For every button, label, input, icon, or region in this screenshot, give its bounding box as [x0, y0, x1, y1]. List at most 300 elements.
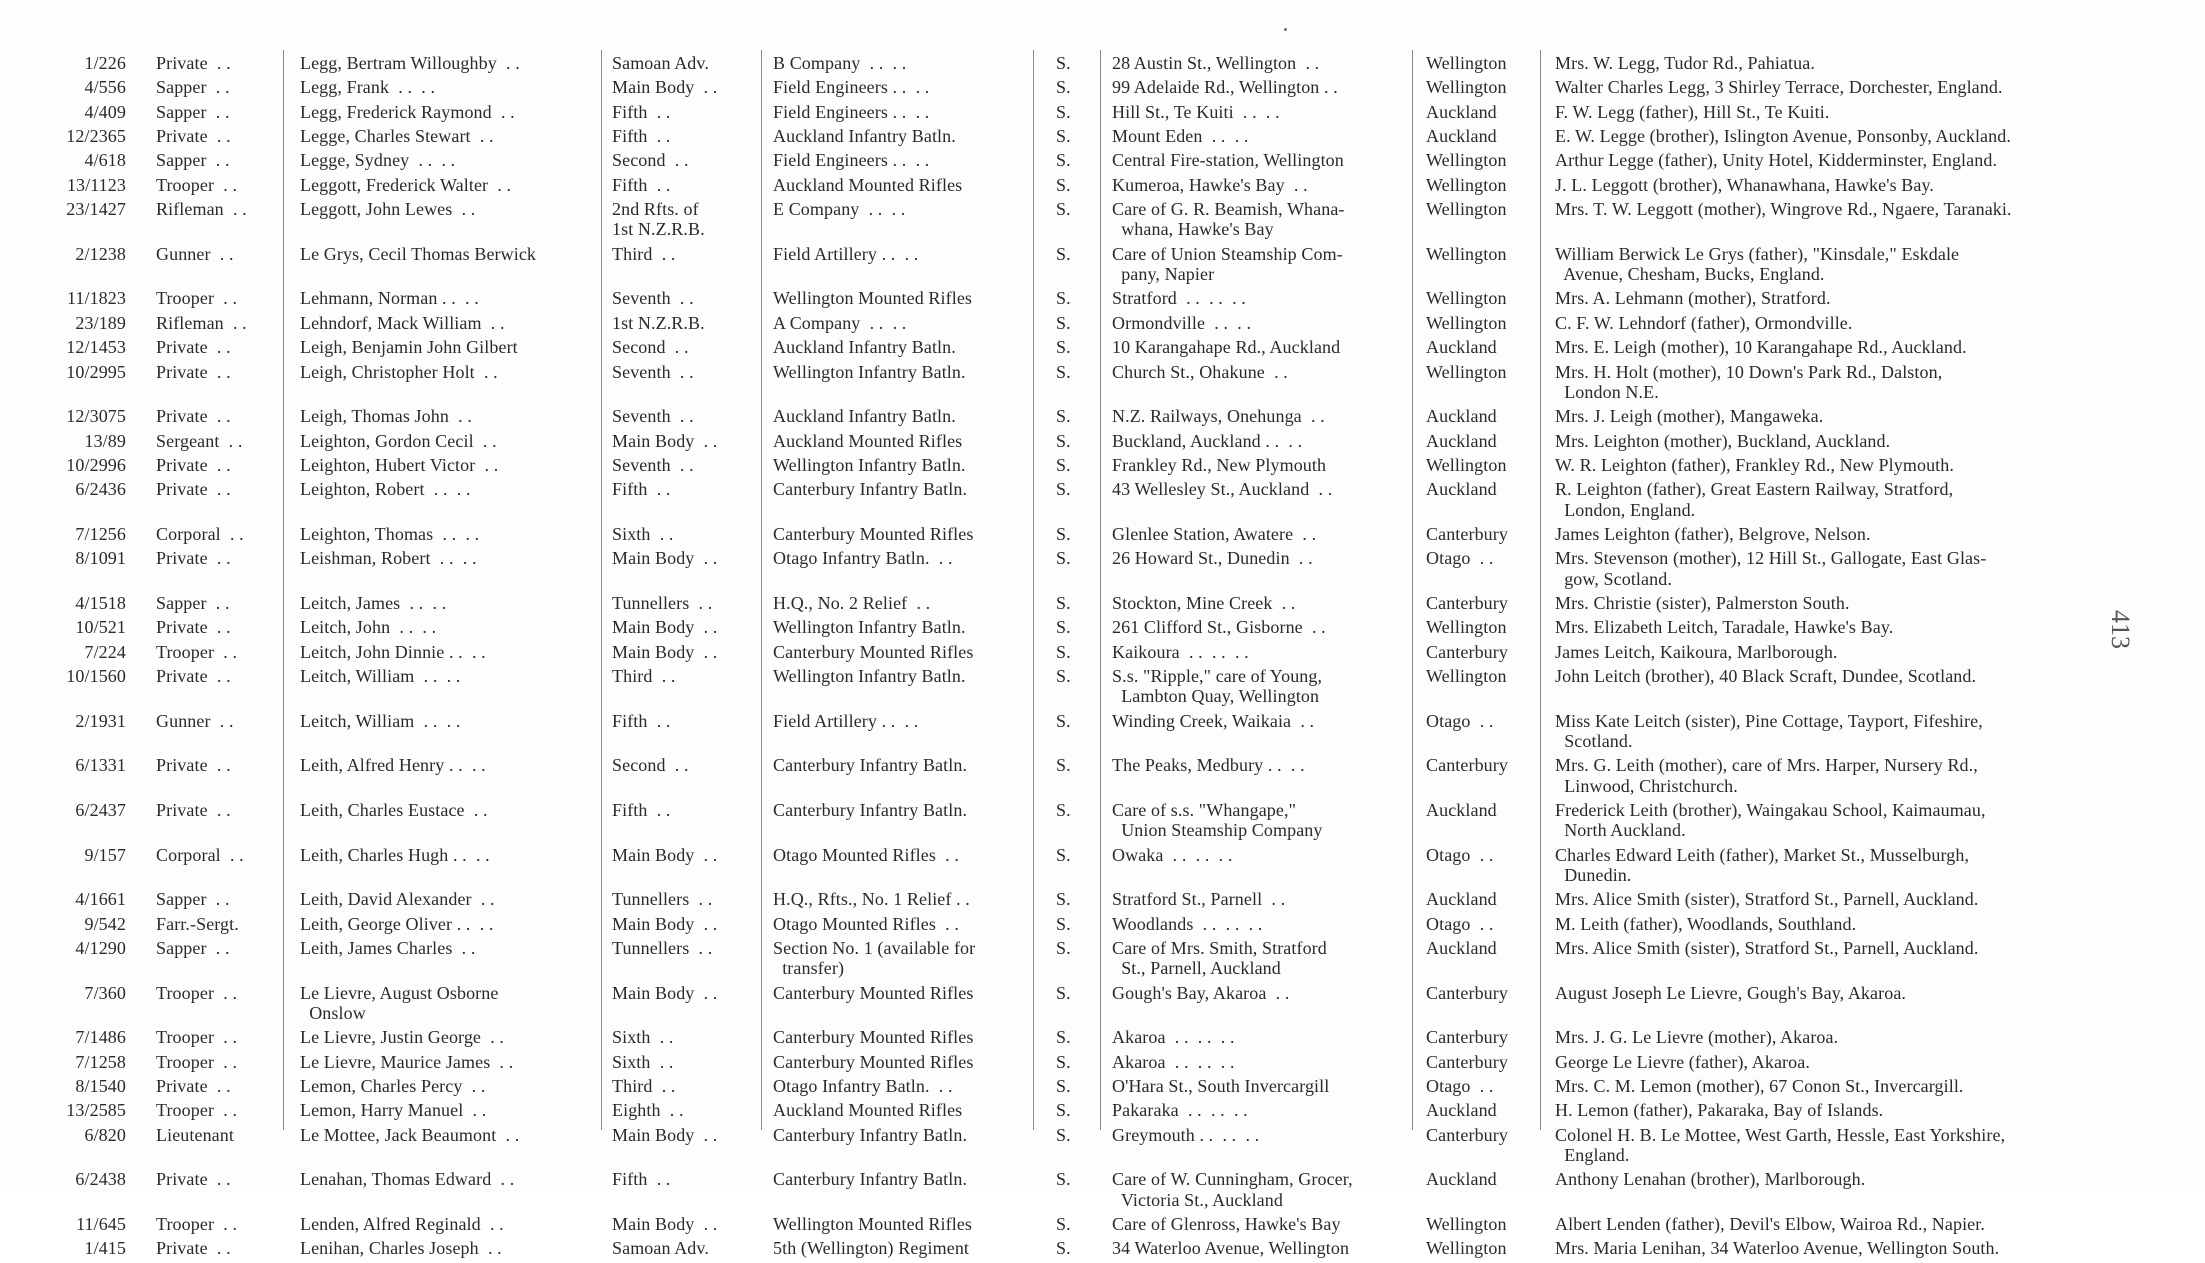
last-address: Care of W. Cunningham, Grocer, Victoria St., Auckland [1112, 1169, 1353, 1210]
next-of-kin: Arthur Legge (father), Unity Hotel, Kidderminster, England. [1555, 150, 1998, 171]
marital-status: S. [1056, 755, 1071, 776]
service-number: 6/820 [84, 1124, 126, 1145]
soldier-name: Leith, George Oliver . . . . [300, 913, 494, 934]
service-number: 6/1331 [75, 755, 126, 776]
roll-entry [60, 711, 2120, 756]
rank: Corporal . . [156, 844, 244, 865]
last-address: 261 Clifford St., Gisborne . . [1112, 617, 1326, 638]
marital-status: S. [1056, 174, 1071, 195]
last-address: Pakaraka . . . . . . [1112, 1100, 1248, 1121]
last-address: The Peaks, Medbury . . . . [1112, 755, 1305, 776]
next-of-kin: Mrs. C. M. Lemon (mother), 67 Conon St., Invercargill. [1555, 1076, 1964, 1097]
unit: Auckland Infantry Batln. [773, 126, 956, 147]
unit: E Company . . . . [773, 199, 906, 220]
last-address: O'Hara St., South Invercargill [1112, 1076, 1330, 1097]
roll-entry [60, 666, 2120, 711]
draft: Tunnellers . . [612, 889, 713, 910]
marital-status: S. [1056, 361, 1071, 382]
soldier-name: Leighton, Gordon Cecil . . [300, 430, 497, 451]
last-address: N.Z. Railways, Onehunga . . [1112, 406, 1325, 427]
marital-status: S. [1056, 1027, 1071, 1048]
rank: Private . . [156, 1076, 231, 1097]
last-address: Stratford St., Parnell . . [1112, 889, 1286, 910]
soldier-name: Lemon, Harry Manuel . . [300, 1100, 487, 1121]
district: Auckland [1426, 337, 1497, 358]
district: Auckland [1426, 1100, 1497, 1121]
service-number: 10/2995 [66, 361, 126, 382]
next-of-kin: George Le Lievre (father), Akaroa. [1555, 1051, 1810, 1072]
roll-entry [60, 199, 2120, 244]
district: Otago . . [1426, 548, 1494, 569]
rank: Rifleman . . [156, 312, 247, 333]
next-of-kin: Mrs. Elizabeth Leitch, Taradale, Hawke's Bay. [1555, 617, 1894, 638]
roll-entry [60, 1076, 2120, 1100]
service-number: 6/2437 [75, 800, 126, 820]
last-address: Church St., Ohakune . . [1112, 361, 1288, 382]
rank: Sergeant . . [156, 430, 243, 451]
rank: Private . . [156, 53, 231, 73]
rank: Trooper . . [156, 1027, 238, 1048]
draft: Fifth . . [612, 800, 671, 820]
last-address: Greymouth . . . . . . [1112, 1124, 1260, 1145]
unit: Canterbury Mounted Rifles [773, 1027, 974, 1048]
district: Otago . . [1426, 1076, 1494, 1097]
marital-status: S. [1056, 126, 1071, 147]
roll-entry [60, 313, 2120, 337]
marital-status: S. [1056, 288, 1071, 309]
soldier-name: Leitch, William . . . . [300, 666, 461, 687]
draft: Sixth . . [612, 1051, 674, 1072]
draft: Seventh . . [612, 454, 694, 475]
service-number: 12/2365 [66, 126, 126, 147]
draft: Second . . [612, 150, 689, 171]
last-address: 10 Karangahape Rd., Auckland [1112, 337, 1341, 358]
marital-status: S. [1056, 337, 1071, 358]
unit: 5th (Wellington) Regiment [773, 1238, 970, 1259]
draft: Eighth . . [612, 1100, 684, 1121]
rank: Lieutenant [156, 1124, 234, 1145]
unit: Wellington Mounted Rifles [773, 1214, 973, 1235]
soldier-name: Leighton, Robert . . . . [300, 479, 471, 500]
next-of-kin: James Leighton (father), Belgrove, Nelson. [1555, 523, 1871, 544]
service-number: 9/157 [84, 844, 126, 865]
unit: Canterbury Infantry Batln. [773, 479, 968, 500]
marital-status: S. [1056, 913, 1071, 934]
rank: Trooper . . [156, 1100, 238, 1121]
last-address: Owaka . . . . . . [1112, 844, 1233, 865]
soldier-name: Legg, Frank . . . . [300, 77, 436, 98]
roll-entry [60, 126, 2120, 150]
draft: Seventh . . [612, 288, 694, 309]
draft: Fifth . . [612, 126, 671, 147]
marital-status: S. [1056, 844, 1071, 865]
last-address: Akaroa . . . . . . [1112, 1027, 1235, 1048]
service-number: 1/226 [84, 53, 126, 73]
district: Auckland [1426, 406, 1497, 427]
service-number: 6/2436 [75, 479, 126, 500]
rank: Farr.-Sergt. [156, 913, 239, 934]
district: Auckland [1426, 889, 1497, 910]
district: Wellington [1426, 243, 1507, 264]
next-of-kin: James Leitch, Kaikoura, Marlborough. [1555, 641, 1838, 662]
district: Canterbury [1426, 982, 1508, 1003]
roll-entry [60, 337, 2120, 361]
soldier-name: Leggott, John Lewes . . [300, 199, 476, 220]
soldier-name: Leitch, John Dinnie . . . . [300, 641, 486, 662]
service-number: 12/1453 [66, 337, 126, 358]
draft: Main Body . . [612, 1124, 718, 1145]
roll-entry [60, 755, 2120, 800]
marital-status: S. [1056, 1214, 1071, 1235]
unit: Field Artillery . . . . [773, 710, 919, 731]
rank: Sapper . . [156, 889, 230, 910]
rank: Private . . [156, 548, 231, 569]
draft: Samoan Adv. [612, 1238, 709, 1259]
district: Wellington [1426, 666, 1507, 687]
marital-status: S. [1056, 199, 1071, 220]
soldier-name: Leitch, William . . . . [300, 710, 461, 731]
unit: B Company . . . . [773, 53, 907, 73]
unit: H.Q., Rfts., No. 1 Relief . . [773, 889, 970, 910]
service-number: 23/1427 [66, 199, 126, 220]
next-of-kin: W. R. Leighton (father), Frankley Rd., New Plymouth. [1555, 454, 1954, 475]
last-address: Care of Mrs. Smith, Stratford St., Parnell, Auckland [1112, 938, 1327, 979]
draft: Fifth . . [612, 1169, 671, 1190]
district: Wellington [1426, 174, 1507, 195]
marital-status: S. [1056, 454, 1071, 475]
district: Canterbury [1426, 523, 1508, 544]
district: Wellington [1426, 199, 1507, 220]
rank: Private . . [156, 617, 231, 638]
draft: Fifth . . [612, 174, 671, 195]
draft: Second . . [612, 337, 689, 358]
service-number: 10/2996 [66, 454, 126, 475]
next-of-kin: R. Leighton (father), Great Eastern Railway, Stratford, London, England. [1555, 479, 1954, 520]
unit: Field Artillery . . . . [773, 243, 919, 264]
district: Auckland [1426, 430, 1497, 451]
unit: Canterbury Mounted Rifles [773, 641, 974, 662]
next-of-kin: J. L. Leggott (brother), Whanawhana, Hawke's Bay. [1555, 174, 1935, 195]
soldier-name: Lemon, Charles Percy . . [300, 1076, 486, 1097]
roll-entry [60, 1052, 2120, 1076]
marital-status: S. [1056, 938, 1071, 959]
unit: Otago Infantry Batln. . . [773, 548, 953, 569]
service-number: 4/556 [84, 77, 126, 98]
rank: Private . . [156, 454, 231, 475]
service-number: 10/521 [75, 617, 126, 638]
last-address: S.s. "Ripple," care of Young, Lambton Quay, Wellington [1112, 666, 1323, 707]
next-of-kin: Mrs. Stevenson (mother), 12 Hill St., Gallogate, East Glas- gow, Scotland. [1555, 548, 1987, 589]
last-address: 28 Austin St., Wellington . . [1112, 53, 1320, 73]
next-of-kin: Mrs. J. Leigh (mother), Mangaweka. [1555, 406, 1824, 427]
rank: Sapper . . [156, 150, 230, 171]
roll-entry [60, 406, 2120, 430]
marital-status: S. [1056, 479, 1071, 500]
next-of-kin: Mrs. Christie (sister), Palmerston South. [1555, 592, 1850, 613]
marital-status: S. [1056, 982, 1071, 1003]
draft: Sixth . . [612, 1027, 674, 1048]
roll-entry [60, 524, 2120, 548]
draft: Seventh . . [612, 406, 694, 427]
marital-status: S. [1056, 710, 1071, 731]
next-of-kin: Mrs. Alice Smith (sister), Stratford St., Parnell, Auckland. [1555, 889, 1979, 910]
next-of-kin: Mrs. Leighton (mother), Buckland, Auckland. [1555, 430, 1891, 451]
last-address: Ormondville . . . . [1112, 312, 1252, 333]
marital-status: S. [1056, 1169, 1071, 1190]
next-of-kin: M. Leith (father), Woodlands, Southland. [1555, 913, 1857, 934]
service-number: 7/360 [84, 982, 126, 1003]
district: Canterbury [1426, 641, 1508, 662]
draft: Second . . [612, 755, 689, 776]
roll-entry [60, 288, 2120, 312]
service-number: 8/1540 [75, 1076, 126, 1097]
rank: Sapper . . [156, 592, 230, 613]
next-of-kin: H. Lemon (father), Pakaraka, Bay of Islands. [1555, 1100, 1884, 1121]
last-address: 34 Waterloo Avenue, Wellington [1112, 1238, 1350, 1259]
rank: Sapper . . [156, 938, 230, 959]
district: Auckland [1426, 126, 1497, 147]
unit: Canterbury Infantry Batln. [773, 800, 968, 820]
service-number: 2/1931 [75, 710, 126, 731]
district: Auckland [1426, 800, 1497, 820]
district: Canterbury [1426, 1124, 1508, 1145]
rank: Sapper . . [156, 77, 230, 98]
unit: Auckland Infantry Batln. [773, 337, 956, 358]
district: Canterbury [1426, 592, 1508, 613]
draft: Main Body . . [612, 913, 718, 934]
service-number: 23/189 [75, 312, 126, 333]
roll-entry [60, 77, 2120, 101]
roll-entry [60, 102, 2120, 126]
draft: Main Body . . [612, 548, 718, 569]
soldier-name: Leith, Alfred Henry . . . . [300, 755, 486, 776]
marital-status: S. [1056, 548, 1071, 569]
soldier-name: Legg, Bertram Willoughby . . [300, 53, 520, 73]
marital-status: S. [1056, 406, 1071, 427]
last-address: Care of s.s. "Whangape," Union Steamship Company [1112, 800, 1323, 841]
soldier-name: Le Lievre, Justin George . . [300, 1027, 505, 1048]
marital-status: S. [1056, 1124, 1071, 1145]
service-number: 7/1486 [75, 1027, 126, 1048]
unit: Wellington Infantry Batln. [773, 454, 966, 475]
next-of-kin: Mrs. A. Lehmann (mother), Stratford. [1555, 288, 1831, 309]
last-address: 43 Wellesley St., Auckland . . [1112, 479, 1333, 500]
marital-status: S. [1056, 1076, 1071, 1097]
service-number: 4/618 [84, 150, 126, 171]
soldier-name: Lehndorf, Mack William . . [300, 312, 505, 333]
district: Otago . . [1426, 710, 1494, 731]
soldier-name: Le Grys, Cecil Thomas Berwick [300, 243, 537, 264]
last-address: Hill St., Te Kuiti . . . . [1112, 101, 1280, 122]
next-of-kin: Mrs. J. G. Le Lievre (mother), Akaroa. [1555, 1027, 1839, 1048]
unit: Wellington Infantry Batln. [773, 666, 966, 687]
service-number: 2/1238 [75, 243, 126, 264]
draft: Third . . [612, 1076, 676, 1097]
district: Canterbury [1426, 1051, 1508, 1072]
roll-entry [60, 938, 2120, 983]
marital-status: S. [1056, 243, 1071, 264]
service-number: 11/645 [76, 1214, 126, 1235]
roll-entry [60, 914, 2120, 938]
district: Canterbury [1426, 755, 1508, 776]
draft: Main Body . . [612, 844, 718, 865]
draft: Fifth . . [612, 710, 671, 731]
service-number: 8/1091 [75, 548, 126, 569]
next-of-kin: F. W. Legg (father), Hill St., Te Kuiti. [1555, 101, 1830, 122]
next-of-kin: Frederick Leith (brother), Waingakau School, Kaimaumau, North Auckland. [1555, 800, 1986, 841]
roll-entry [60, 431, 2120, 455]
soldier-name: Leitch, James . . . . [300, 592, 447, 613]
roll-entry [60, 1125, 2120, 1170]
soldier-name: Lenihan, Charles Joseph . . [300, 1238, 502, 1259]
soldier-name: Legg, Frederick Raymond . . [300, 101, 515, 122]
service-number: 13/89 [84, 430, 126, 451]
service-number: 13/2585 [66, 1100, 126, 1121]
marital-status: S. [1056, 150, 1071, 171]
next-of-kin: Albert Lenden (father), Devil's Elbow, Wairoa Rd., Napier. [1555, 1214, 1985, 1235]
roll-entry [60, 479, 2120, 524]
marital-status: S. [1056, 1238, 1071, 1259]
marital-status: S. [1056, 1051, 1071, 1072]
rank: Private . . [156, 800, 231, 820]
next-of-kin: E. W. Legge (brother), Islington Avenue, Ponsonby, Auckland. [1555, 126, 2011, 147]
rank: Private . . [156, 406, 231, 427]
last-address: Care of Glenross, Hawke's Bay [1112, 1214, 1341, 1235]
marital-status: S. [1056, 592, 1071, 613]
rank: Trooper . . [156, 982, 238, 1003]
marital-status: S. [1056, 101, 1071, 122]
next-of-kin: Mrs. Maria Lenihan, 34 Waterloo Avenue, Wellington South. [1555, 1238, 2000, 1259]
draft: Main Body . . [612, 641, 718, 662]
service-number: 4/1518 [75, 592, 126, 613]
district: Wellington [1426, 288, 1507, 309]
draft: 2nd Rfts. of 1st N.Z.R.B. [612, 199, 705, 240]
district: Wellington [1426, 77, 1507, 98]
last-address: Woodlands . . . . . . [1112, 913, 1263, 934]
draft: Main Body . . [612, 77, 718, 98]
soldier-name: Legge, Sydney . . . . [300, 150, 456, 171]
draft: Third . . [612, 243, 676, 264]
district: Wellington [1426, 1214, 1507, 1235]
next-of-kin: Miss Kate Leitch (sister), Pine Cottage, Tayport, Fifeshire, Scotland. [1555, 710, 1983, 751]
soldier-name: Leith, David Alexander . . [300, 889, 495, 910]
rank: Private . . [156, 755, 231, 776]
soldier-name: Leith, Charles Hugh . . . . [300, 844, 490, 865]
personnel-roll [60, 53, 2120, 1263]
soldier-name: Leggott, Frederick Walter . . [300, 174, 512, 195]
next-of-kin: Mrs. E. Leigh (mother), 10 Karangahape Rd., Auckland. [1555, 337, 1967, 358]
unit: Field Engineers . . . . [773, 77, 930, 98]
unit: Canterbury Mounted Rifles [773, 523, 974, 544]
draft: Sixth . . [612, 523, 674, 544]
unit: Field Engineers . . . . [773, 150, 930, 171]
soldier-name: Lehmann, Norman . . . . [300, 288, 479, 309]
roll-entry [60, 455, 2120, 479]
last-address: Stockton, Mine Creek . . [1112, 592, 1296, 613]
rank: Trooper . . [156, 1051, 238, 1072]
rank: Gunner . . [156, 710, 234, 731]
last-address: Glenlee Station, Awatere . . [1112, 523, 1317, 544]
soldier-name: Leighton, Hubert Victor . . [300, 454, 499, 475]
unit: Otago Mounted Rifles . . [773, 913, 959, 934]
next-of-kin: Walter Charles Legg, 3 Shirley Terrace, Dorchester, England. [1555, 77, 2003, 98]
roll-entry [60, 983, 2120, 1028]
last-address: Kumeroa, Hawke's Bay . . [1112, 174, 1308, 195]
last-address: 99 Adelaide Rd., Wellington . . [1112, 77, 1338, 98]
marital-status: S. [1056, 666, 1071, 687]
soldier-name: Lenahan, Thomas Edward . . [300, 1169, 515, 1190]
service-number: 12/3075 [66, 406, 126, 427]
page-number: 413 [2106, 610, 2135, 649]
rank: Trooper . . [156, 641, 238, 662]
rank: Private . . [156, 666, 231, 687]
service-number: 6/2438 [75, 1169, 126, 1190]
draft: Samoan Adv. [612, 53, 709, 73]
district: Auckland [1426, 1169, 1497, 1190]
rank: Private . . [156, 479, 231, 500]
marital-status: S. [1056, 77, 1071, 98]
roll-entry [60, 642, 2120, 666]
last-address: Kaikoura . . . . . . [1112, 641, 1249, 662]
soldier-name: Leigh, Thomas John . . [300, 406, 472, 427]
district: Wellington [1426, 361, 1507, 382]
rank: Trooper . . [156, 288, 238, 309]
soldier-name: Leighton, Thomas . . . . [300, 523, 480, 544]
draft: Seventh . . [612, 361, 694, 382]
roll-entry [60, 1100, 2120, 1124]
next-of-kin: John Leitch (brother), 40 Black Scraft, Dundee, Scotland. [1555, 666, 1977, 687]
marital-status: S. [1056, 430, 1071, 451]
roll-entry [60, 1238, 2120, 1262]
service-number: 4/1661 [75, 889, 126, 910]
soldier-name: Leitch, John . . . . [300, 617, 437, 638]
marital-status: S. [1056, 617, 1071, 638]
marital-status: S. [1056, 312, 1071, 333]
roll-entry [60, 53, 2120, 77]
last-address: Central Fire-station, Wellington [1112, 150, 1344, 171]
draft: Fifth . . [612, 479, 671, 500]
district: Otago . . [1426, 844, 1494, 865]
roll-entry [60, 1027, 2120, 1051]
last-address: Care of G. R. Beamish, Whana- whana, Hawke's Bay [1112, 199, 1345, 240]
roll-entry [60, 800, 2120, 845]
district: Wellington [1426, 1238, 1507, 1259]
service-number: 11/1823 [66, 288, 126, 309]
next-of-kin: Mrs. W. Legg, Tudor Rd., Pahiatua. [1555, 53, 1815, 73]
marital-status: S. [1056, 523, 1071, 544]
unit: Otago Mounted Rifles . . [773, 844, 959, 865]
roll-entry [60, 845, 2120, 890]
service-number: 1/415 [84, 1238, 126, 1259]
soldier-name: Lenden, Alfred Reginald . . [300, 1214, 504, 1235]
last-address: Winding Creek, Waikaia . . [1112, 710, 1315, 731]
unit: Canterbury Infantry Batln. [773, 755, 968, 776]
draft: Main Body . . [612, 982, 718, 1003]
draft: Third . . [612, 666, 676, 687]
rank: Private . . [156, 361, 231, 382]
unit: Auckland Infantry Batln. [773, 406, 956, 427]
draft: Tunnellers . . [612, 938, 713, 959]
unit: A Company . . . . [773, 312, 907, 333]
service-number: 9/542 [84, 913, 126, 934]
rank: Private . . [156, 126, 231, 147]
unit: Canterbury Mounted Rifles [773, 982, 974, 1003]
unit: Wellington Mounted Rifles [773, 288, 973, 309]
soldier-name: Le Lievre, August Osborne Onslow [300, 982, 499, 1023]
last-address: Buckland, Auckland . . . . [1112, 430, 1303, 451]
roll-entry [60, 1214, 2120, 1238]
roll-entry [60, 362, 2120, 407]
